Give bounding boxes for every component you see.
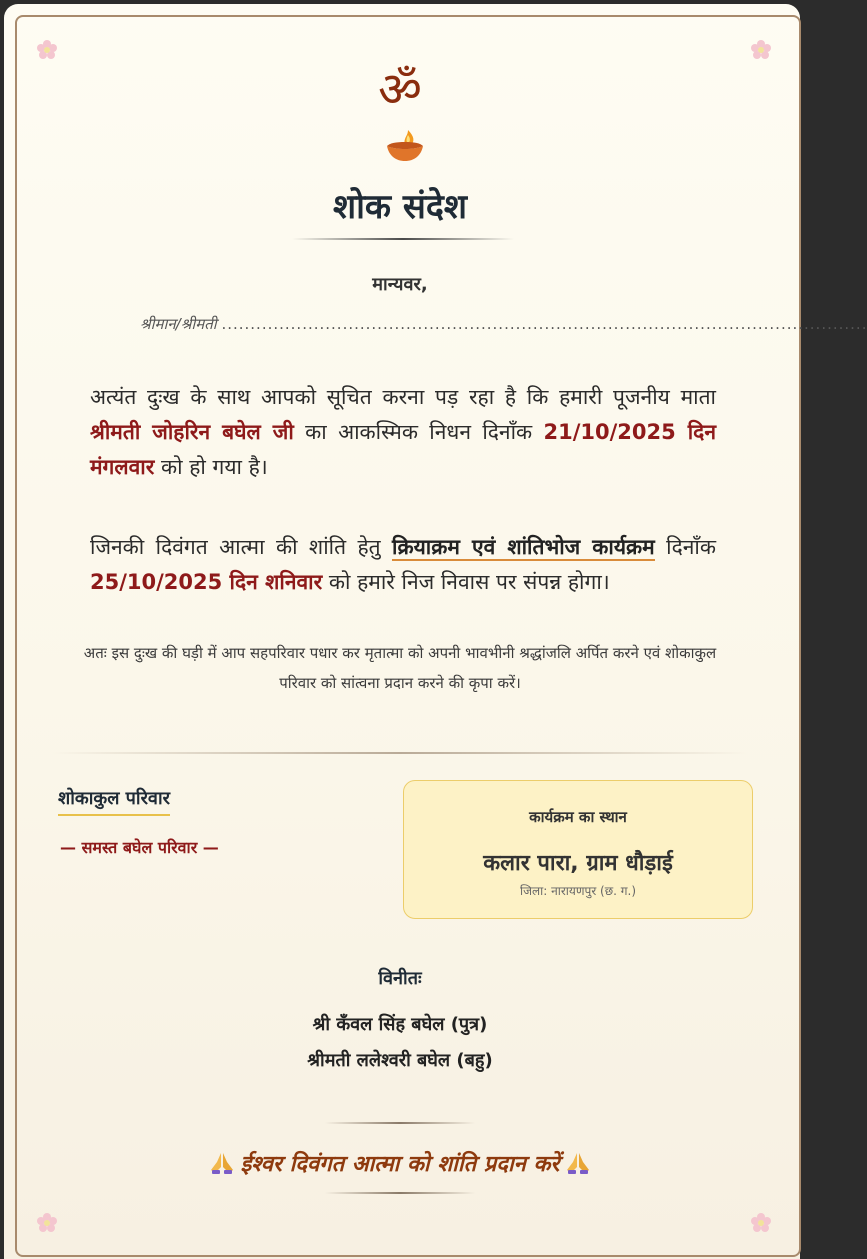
folded-hands-icon	[209, 1151, 235, 1175]
announcement-text-c: को हो गया है।	[154, 455, 268, 479]
family-name: — समस्त बघेल परिवार —	[60, 838, 219, 857]
ceremony-event: क्रियाक्रम एवं शांतिभोज कार्यक्रम	[392, 535, 655, 559]
salutation: मान्यवर,	[372, 274, 428, 295]
flower-icon	[36, 1212, 58, 1234]
announcement-paragraph	[90, 380, 716, 485]
signatory: श्रीमती ललेश्वरी बघेल (बहु)	[307, 1050, 493, 1071]
announcement-text-b: का आकस्मिक निधन दिनाँक	[293, 420, 544, 444]
venue-district: जिला: नारायणपुर (छ. ग.)	[519, 884, 637, 898]
vinit-label: विनीतः	[378, 968, 422, 989]
addressee-line	[140, 314, 867, 334]
section-divider	[52, 752, 748, 754]
ceremony-text-b: दिनाँक	[654, 535, 716, 559]
title-divider	[292, 238, 514, 240]
venue-name: कलार पारा, ग्राम धौड़ाई	[483, 851, 673, 876]
venue-label: कार्यक्रम का स्थान	[529, 808, 627, 826]
folded-hands-icon	[565, 1151, 591, 1175]
announcement-text-a: अत्यंत दुःख के साथ आपको सूचित करना पड़ रहा है कि हमारी पूजनीय माता	[90, 385, 716, 409]
footer-divider-bottom	[325, 1192, 475, 1194]
ceremony-paragraph	[90, 530, 716, 600]
signatory: श्री कँवल सिंह बघेल (पुत्र)	[312, 1014, 488, 1035]
ceremony-text-c: को हमारे निज निवास पर संपन्न होगा।	[322, 570, 610, 594]
diya-icon	[384, 128, 426, 164]
footer-divider-top	[325, 1122, 475, 1124]
ceremony-text-a: जिनकी दिवंगत आत्मा की शांति हेतु	[90, 535, 393, 559]
invitation-paragraph: अतः इस दुःख की घड़ी में आप सहपरिवार पधार कर मृतात्मा को अपनी भावभीनी श्रद्धांजलि अर्पित करने एवं शोकाकुल परिवार को सांत्वना प्रदान करने की कृपा करें।	[83, 644, 717, 692]
prayer-text: ईश्वर दिवंगत आत्मा को शांति प्रदान करें	[240, 1152, 560, 1177]
prayer-line	[0, 1148, 800, 1178]
addressee-blank: ................................................................................................................	[221, 315, 867, 333]
addressee-prefix: श्रीमान/श्रीमती	[140, 315, 217, 333]
flower-icon	[750, 1212, 772, 1234]
death-date: 21/10/2025 दिन मंगलवार	[90, 420, 716, 479]
family-title: शोकाकुल परिवार	[58, 786, 170, 816]
om-symbol: ॐ	[378, 62, 422, 118]
page-title: शोक संदेश	[332, 187, 468, 227]
venue-box	[403, 780, 753, 919]
ceremony-date: 25/10/2025 दिन शनिवार	[90, 570, 323, 594]
deceased-name: श्रीमती जोहरिन बघेल जी	[90, 420, 294, 444]
